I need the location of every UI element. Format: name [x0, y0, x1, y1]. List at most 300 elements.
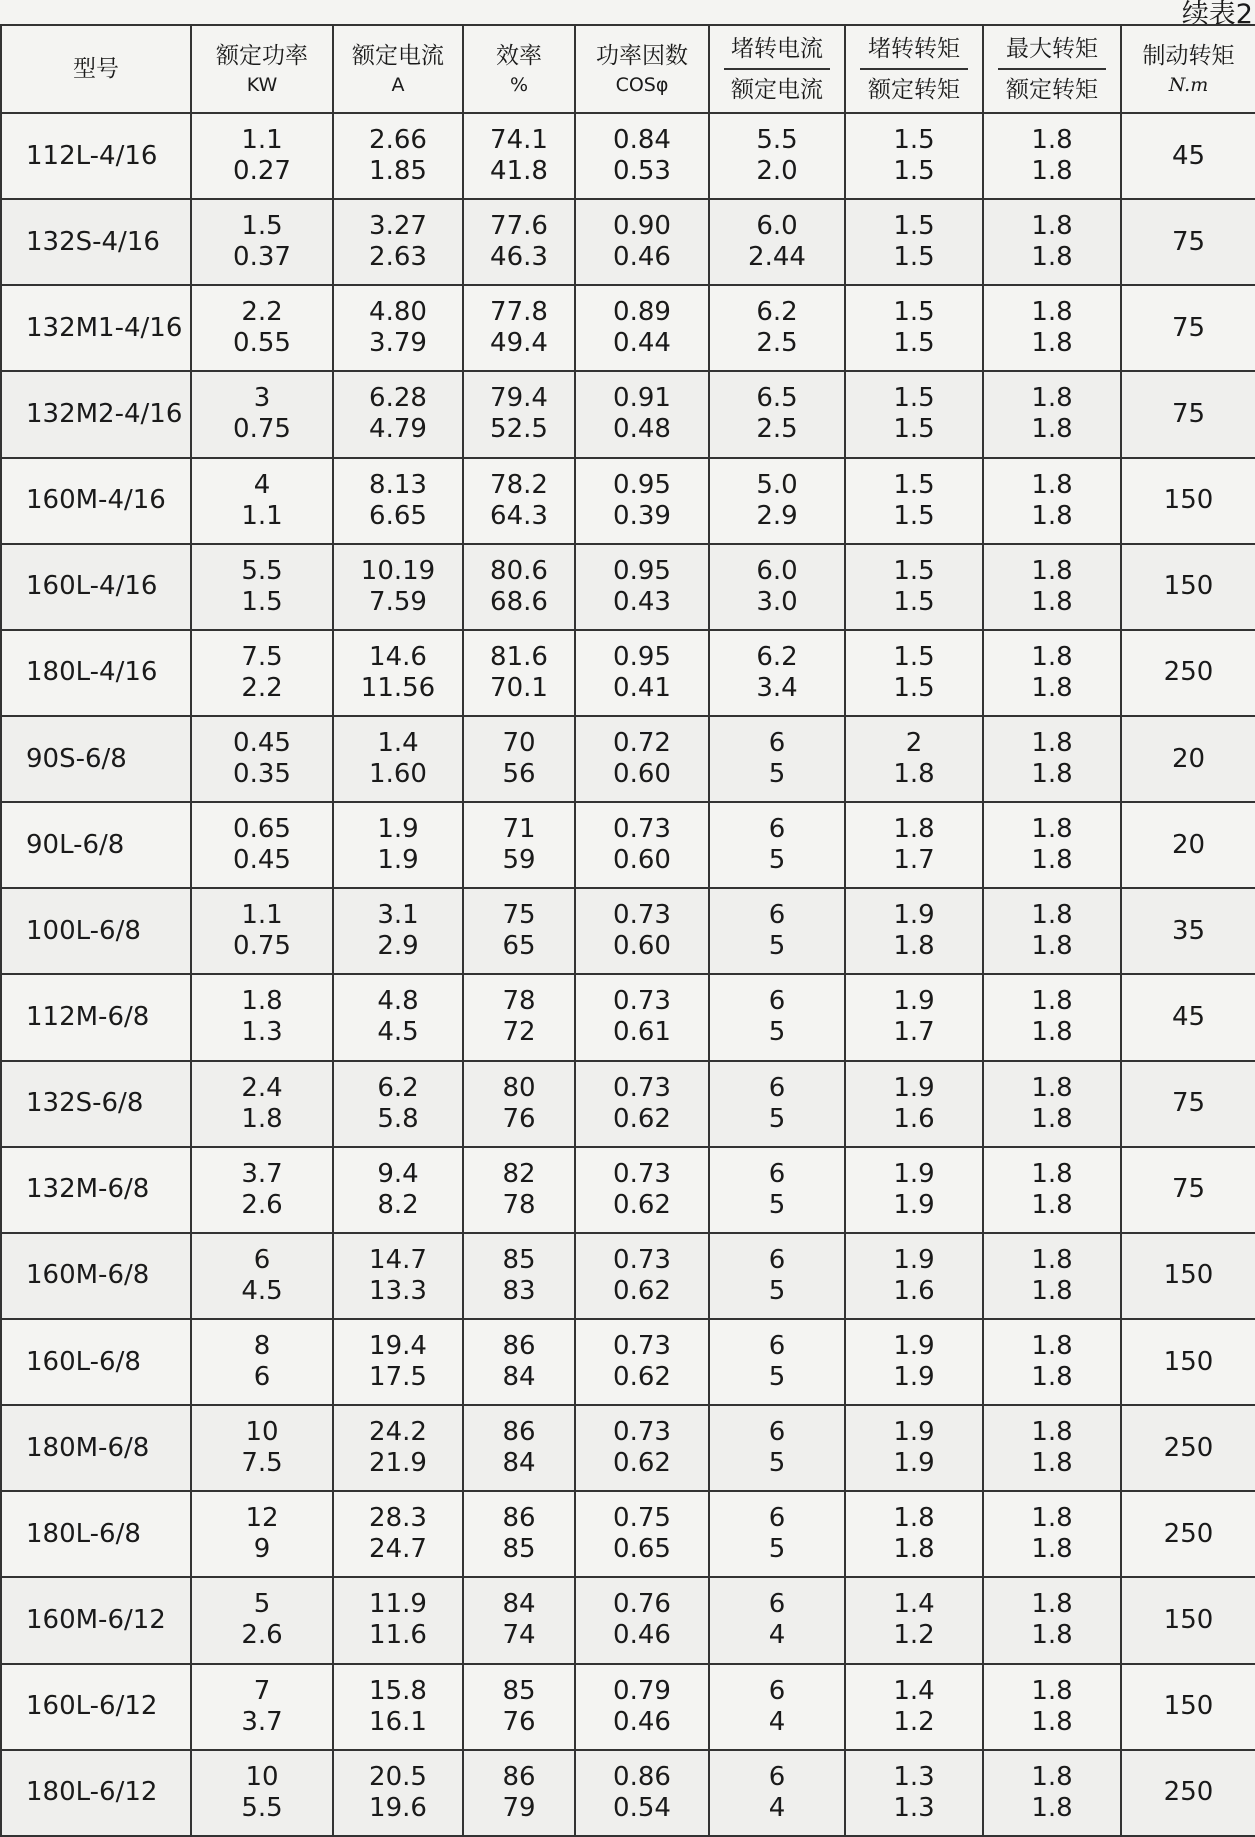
max-torque-cell	[983, 1061, 1121, 1147]
current-cell	[333, 716, 463, 802]
power-cell-value: 3	[253, 383, 271, 414]
table-row	[1, 1061, 1255, 1147]
locked-torque-cell	[845, 630, 983, 716]
locked-torque-cell-value: 1.8	[893, 1534, 935, 1565]
efficiency-cell-value: 71	[502, 814, 536, 845]
max-torque-cell-value: 1.8	[1031, 156, 1073, 187]
efficiency-cell-value: 85	[502, 1534, 536, 1565]
current-cell-value: 4.80	[369, 297, 427, 328]
locked-torque-cell-value: 1.5	[893, 555, 935, 586]
max-torque-cell-value: 1.8	[1031, 1331, 1073, 1362]
max-torque-cell	[983, 1664, 1121, 1750]
efficiency-cell	[463, 630, 575, 716]
max-torque-cell-value: 1.8	[1031, 328, 1073, 359]
power-cell	[191, 199, 333, 285]
power-cell-value: 2.6	[241, 1189, 283, 1220]
brake-torque-cell: 250	[1121, 1405, 1255, 1491]
model-cell: 180L-4/16	[1, 630, 191, 716]
efficiency-cell-value: 74	[502, 1620, 536, 1651]
current-cell	[333, 199, 463, 285]
power-cell-value: 6	[253, 1244, 271, 1275]
current-cell	[333, 630, 463, 716]
current-cell-value: 6.2	[377, 1072, 419, 1103]
max-torque-cell-value: 1.8	[1031, 1620, 1073, 1651]
locked-torque-cell	[845, 716, 983, 802]
locked-current-cell-value: 6.0	[756, 555, 798, 586]
power-cell-value: 5.5	[241, 555, 283, 586]
efficiency-cell-value: 86	[502, 1503, 536, 1534]
locked-torque-cell-value: 1.9	[893, 1244, 935, 1275]
efficiency-cell-value: 78	[502, 986, 536, 1017]
power-cell	[191, 458, 333, 544]
power-cell-value: 0.75	[233, 931, 291, 962]
locked-torque-cell-value: 1.9	[893, 1158, 935, 1189]
locked-current-cell-value: 6	[768, 900, 786, 931]
power-cell-value: 3.7	[241, 1158, 283, 1189]
current-cell-value: 11.9	[369, 1589, 427, 1620]
locked-current-cell-value: 2.9	[756, 500, 798, 531]
power-cell-value: 7.5	[241, 641, 283, 672]
efficiency-cell	[463, 716, 575, 802]
power-factor-cell-value: 0.75	[613, 1503, 671, 1534]
current-cell	[333, 458, 463, 544]
locked-current-cell-value: 3.4	[756, 672, 798, 703]
power-cell-value: 0.45	[233, 728, 291, 759]
brake-torque-cell: 250	[1121, 630, 1255, 716]
power-cell-value: 0.45	[233, 845, 291, 876]
table-row	[1, 1750, 1255, 1836]
max-torque-cell-value: 1.8	[1031, 1792, 1073, 1823]
power-factor-cell-value: 0.53	[613, 156, 671, 187]
power-cell-value: 1.1	[241, 900, 283, 931]
locked-torque-cell	[845, 544, 983, 630]
header-row	[1, 25, 1255, 113]
table-row	[1, 113, 1255, 199]
efficiency-cell-value: 77.8	[490, 297, 548, 328]
current-cell-value: 11.6	[369, 1620, 427, 1651]
locked-torque-cell-value: 1.8	[893, 759, 935, 790]
efficiency-cell-value: 86	[502, 1417, 536, 1448]
power-factor-cell-value: 0.65	[613, 1534, 671, 1565]
locked-current-cell-value: 2.5	[756, 414, 798, 445]
power-factor-cell-value: 0.60	[613, 931, 671, 962]
current-cell-value: 20.5	[369, 1761, 427, 1792]
efficiency-cell-value: 74.1	[490, 125, 548, 156]
locked-torque-cell-value: 1.7	[893, 845, 935, 876]
current-cell	[333, 888, 463, 974]
power-factor-cell-value: 0.73	[613, 900, 671, 931]
max-torque-cell-value: 1.8	[1031, 1103, 1073, 1134]
power-cell-value: 0.35	[233, 759, 291, 790]
efficiency-cell-value: 70.1	[490, 672, 548, 703]
current-cell-value: 8.2	[377, 1189, 419, 1220]
locked-current-cell-value: 6	[768, 1244, 786, 1275]
table-row	[1, 1664, 1255, 1750]
power-factor-cell-value: 0.73	[613, 986, 671, 1017]
power-cell-value: 10	[245, 1417, 279, 1448]
locked-torque-cell	[845, 1319, 983, 1405]
current-cell	[333, 1750, 463, 1836]
power-cell-value: 5	[253, 1589, 271, 1620]
locked-torque-cell-value: 1.9	[893, 986, 935, 1017]
locked-current-cell	[709, 1319, 845, 1405]
power-factor-cell-value: 0.73	[613, 1417, 671, 1448]
table-row	[1, 888, 1255, 974]
power-factor-cell-value: 0.60	[613, 845, 671, 876]
power-factor-cell-value: 0.79	[613, 1675, 671, 1706]
model-cell: 90S-6/8	[1, 716, 191, 802]
power-cell	[191, 371, 333, 457]
locked-torque-cell-value: 1.4	[893, 1589, 935, 1620]
power-factor-cell-value: 0.62	[613, 1448, 671, 1479]
locked-torque-cell-value: 1.3	[893, 1792, 935, 1823]
brake-torque-cell: 250	[1121, 1491, 1255, 1577]
current-cell-value: 4.8	[377, 986, 419, 1017]
power-factor-cell-value: 0.62	[613, 1189, 671, 1220]
locked-torque-cell	[845, 1061, 983, 1147]
locked-current-cell-value: 4	[768, 1620, 786, 1651]
max-torque-cell-value: 1.8	[1031, 469, 1073, 500]
max-torque-cell-value: 1.8	[1031, 986, 1073, 1017]
current-cell-value: 11.56	[360, 672, 436, 703]
locked-current-cell-value: 6.2	[756, 641, 798, 672]
max-torque-cell-value: 1.8	[1031, 1275, 1073, 1306]
power-factor-cell-value: 0.84	[613, 125, 671, 156]
locked-current-cell	[709, 1664, 845, 1750]
current-cell-value: 8.13	[369, 469, 427, 500]
locked-torque-cell-value: 1.2	[893, 1706, 935, 1737]
locked-torque-cell-value: 1.6	[893, 1103, 935, 1134]
current-cell	[333, 1405, 463, 1491]
power-cell-value: 3.7	[241, 1706, 283, 1737]
table-row	[1, 1319, 1255, 1405]
locked-torque-cell	[845, 285, 983, 371]
efficiency-cell-value: 59	[502, 845, 536, 876]
brake-torque-cell: 75	[1121, 371, 1255, 457]
model-cell: 180L-6/8	[1, 1491, 191, 1577]
locked-current-cell-value: 6	[768, 1675, 786, 1706]
model-cell: 132M1-4/16	[1, 285, 191, 371]
power-factor-cell	[575, 1147, 709, 1233]
current-cell-value: 4.79	[369, 414, 427, 445]
power-cell	[191, 285, 333, 371]
brake-torque-cell: 250	[1121, 1750, 1255, 1836]
current-cell-value: 4.5	[377, 1017, 419, 1048]
power-cell	[191, 630, 333, 716]
max-torque-cell-value: 1.8	[1031, 586, 1073, 617]
locked-current-cell	[709, 199, 845, 285]
power-factor-cell-value: 0.73	[613, 1158, 671, 1189]
max-torque-cell-value: 1.8	[1031, 1589, 1073, 1620]
max-torque-cell	[983, 1405, 1121, 1491]
current-cell	[333, 1061, 463, 1147]
locked-torque-cell-value: 1.5	[893, 500, 935, 531]
brake-torque-cell: 150	[1121, 544, 1255, 630]
power-cell	[191, 1491, 333, 1577]
max-torque-cell-value: 1.8	[1031, 414, 1073, 445]
efficiency-cell-value: 64.3	[490, 500, 548, 531]
power-cell-value: 0.65	[233, 814, 291, 845]
efficiency-cell	[463, 974, 575, 1060]
current-cell-value: 1.60	[369, 759, 427, 790]
power-cell-value: 4.5	[241, 1275, 283, 1306]
power-cell	[191, 113, 333, 199]
current-cell	[333, 974, 463, 1060]
locked-current-cell-value: 5	[768, 1017, 786, 1048]
power-cell	[191, 1147, 333, 1233]
efficiency-cell-value: 72	[502, 1017, 536, 1048]
efficiency-cell	[463, 1491, 575, 1577]
locked-torque-cell	[845, 1491, 983, 1577]
max-torque-cell-value: 1.8	[1031, 1675, 1073, 1706]
locked-torque-cell-value: 1.2	[893, 1620, 935, 1651]
power-factor-cell	[575, 1491, 709, 1577]
locked-torque-cell	[845, 1577, 983, 1663]
motor-spec-table	[0, 24, 1255, 1837]
max-torque-cell-value: 1.8	[1031, 1706, 1073, 1737]
locked-torque-cell-value: 1.8	[893, 1503, 935, 1534]
power-cell	[191, 1664, 333, 1750]
locked-current-cell-value: 3.0	[756, 586, 798, 617]
max-torque-cell-value: 1.8	[1031, 383, 1073, 414]
power-factor-cell-value: 0.89	[613, 297, 671, 328]
model-cell: 160L-4/16	[1, 544, 191, 630]
power-cell-value: 8	[253, 1331, 271, 1362]
current-cell-value: 14.6	[369, 641, 427, 672]
max-torque-cell-value: 1.8	[1031, 728, 1073, 759]
locked-torque-cell-value: 1.9	[893, 1331, 935, 1362]
locked-current-cell	[709, 630, 845, 716]
power-cell	[191, 716, 333, 802]
header-rated-current: 额定电流 A	[333, 25, 463, 113]
locked-current-cell	[709, 285, 845, 371]
power-cell	[191, 1319, 333, 1405]
model-cell: 160M-6/8	[1, 1233, 191, 1319]
brake-torque-cell: 150	[1121, 1664, 1255, 1750]
locked-torque-cell	[845, 371, 983, 457]
power-factor-cell-value: 0.62	[613, 1275, 671, 1306]
max-torque-cell-value: 1.8	[1031, 1072, 1073, 1103]
header-brake-torque: 制动转矩 N.m	[1121, 25, 1255, 113]
brake-torque-cell: 20	[1121, 716, 1255, 802]
locked-current-cell-value: 4	[768, 1706, 786, 1737]
locked-current-cell-value: 2.44	[748, 242, 806, 273]
max-torque-cell-value: 1.8	[1031, 845, 1073, 876]
locked-torque-cell-value: 1.5	[893, 211, 935, 242]
current-cell-value: 1.4	[377, 728, 419, 759]
locked-current-cell	[709, 458, 845, 544]
locked-current-cell	[709, 1147, 845, 1233]
current-cell-value: 3.27	[369, 211, 427, 242]
max-torque-cell-value: 1.8	[1031, 900, 1073, 931]
max-torque-cell	[983, 1577, 1121, 1663]
power-cell	[191, 1233, 333, 1319]
current-cell-value: 19.6	[369, 1792, 427, 1823]
max-torque-cell	[983, 1319, 1121, 1405]
brake-torque-cell: 150	[1121, 458, 1255, 544]
current-cell-value: 17.5	[369, 1362, 427, 1393]
locked-current-cell-value: 6	[768, 814, 786, 845]
locked-torque-cell	[845, 1664, 983, 1750]
model-cell: 160L-6/8	[1, 1319, 191, 1405]
locked-torque-cell	[845, 974, 983, 1060]
power-factor-cell-value: 0.73	[613, 1331, 671, 1362]
efficiency-cell-value: 52.5	[490, 414, 548, 445]
efficiency-cell-value: 86	[502, 1331, 536, 1362]
locked-current-cell	[709, 802, 845, 888]
max-torque-cell	[983, 113, 1121, 199]
header-efficiency: 效率 %	[463, 25, 575, 113]
locked-current-cell	[709, 888, 845, 974]
efficiency-cell	[463, 1319, 575, 1405]
current-cell-value: 2.66	[369, 125, 427, 156]
brake-torque-cell: 45	[1121, 113, 1255, 199]
locked-torque-cell	[845, 199, 983, 285]
locked-torque-cell-value: 1.5	[893, 586, 935, 617]
power-factor-cell-value: 0.95	[613, 469, 671, 500]
power-factor-cell-value: 0.72	[613, 728, 671, 759]
current-cell	[333, 285, 463, 371]
power-factor-cell	[575, 458, 709, 544]
efficiency-cell	[463, 1405, 575, 1491]
brake-torque-cell: 20	[1121, 802, 1255, 888]
locked-current-cell	[709, 544, 845, 630]
max-torque-cell-value: 1.8	[1031, 1244, 1073, 1275]
current-cell	[333, 1577, 463, 1663]
power-factor-cell-value: 0.73	[613, 814, 671, 845]
continued-table-label: 续表2	[1181, 0, 1253, 30]
locked-torque-cell-value: 1.5	[893, 297, 935, 328]
locked-current-cell-value: 4	[768, 1792, 786, 1823]
current-cell	[333, 371, 463, 457]
power-cell-value: 0.27	[233, 156, 291, 187]
locked-torque-cell	[845, 1750, 983, 1836]
power-factor-cell	[575, 113, 709, 199]
power-factor-cell-value: 0.86	[613, 1761, 671, 1792]
max-torque-cell-value: 1.8	[1031, 1417, 1073, 1448]
current-cell	[333, 1147, 463, 1233]
power-cell-value: 2.2	[241, 672, 283, 703]
efficiency-cell-value: 85	[502, 1675, 536, 1706]
current-cell-value: 5.8	[377, 1103, 419, 1134]
max-torque-cell-value: 1.8	[1031, 1534, 1073, 1565]
power-cell-value: 6	[253, 1362, 271, 1393]
max-torque-cell-value: 1.8	[1031, 555, 1073, 586]
locked-torque-cell	[845, 1233, 983, 1319]
efficiency-cell-value: 78.2	[490, 469, 548, 500]
model-cell: 112M-6/8	[1, 974, 191, 1060]
current-cell	[333, 1233, 463, 1319]
table-row	[1, 630, 1255, 716]
current-cell-value: 1.85	[369, 156, 427, 187]
header-locked-torque-ratio: 堵转转矩 额定转矩	[845, 25, 983, 113]
current-cell	[333, 544, 463, 630]
locked-current-cell-value: 5	[768, 1103, 786, 1134]
power-cell-value: 7	[253, 1675, 271, 1706]
max-torque-cell	[983, 458, 1121, 544]
locked-torque-cell-value: 1.5	[893, 328, 935, 359]
locked-current-cell	[709, 1233, 845, 1319]
locked-current-cell	[709, 371, 845, 457]
locked-torque-cell-value: 1.8	[893, 931, 935, 962]
max-torque-cell	[983, 630, 1121, 716]
locked-torque-cell	[845, 802, 983, 888]
locked-torque-cell	[845, 458, 983, 544]
power-cell-value: 12	[245, 1503, 279, 1534]
power-factor-cell	[575, 544, 709, 630]
efficiency-cell-value: 83	[502, 1275, 536, 1306]
max-torque-cell-value: 1.8	[1031, 297, 1073, 328]
current-cell-value: 3.79	[369, 328, 427, 359]
current-cell-value: 16.1	[369, 1706, 427, 1737]
locked-torque-cell	[845, 1147, 983, 1233]
locked-current-cell-value: 5	[768, 1534, 786, 1565]
efficiency-cell	[463, 1750, 575, 1836]
locked-torque-cell-value: 1.9	[893, 1417, 935, 1448]
efficiency-cell-value: 81.6	[490, 641, 548, 672]
brake-torque-cell: 150	[1121, 1577, 1255, 1663]
power-cell	[191, 802, 333, 888]
model-cell: 100L-6/8	[1, 888, 191, 974]
locked-current-cell-value: 6.2	[756, 297, 798, 328]
power-factor-cell	[575, 371, 709, 457]
power-factor-cell-value: 0.76	[613, 1589, 671, 1620]
current-cell	[333, 1319, 463, 1405]
model-cell: 160L-6/12	[1, 1664, 191, 1750]
table-row	[1, 1577, 1255, 1663]
max-torque-cell	[983, 888, 1121, 974]
locked-torque-cell-value: 1.9	[893, 1448, 935, 1479]
efficiency-cell-value: 80	[502, 1072, 536, 1103]
current-cell-value: 14.7	[369, 1244, 427, 1275]
max-torque-cell-value: 1.8	[1031, 1017, 1073, 1048]
locked-current-cell-value: 6.5	[756, 383, 798, 414]
locked-current-cell-value: 5	[768, 1189, 786, 1220]
locked-torque-cell-value: 1.8	[893, 814, 935, 845]
locked-current-cell-value: 6	[768, 1761, 786, 1792]
max-torque-cell	[983, 974, 1121, 1060]
max-torque-cell-value: 1.8	[1031, 242, 1073, 273]
table-row	[1, 544, 1255, 630]
current-cell-value: 1.9	[377, 845, 419, 876]
max-torque-cell	[983, 802, 1121, 888]
table-row	[1, 1233, 1255, 1319]
current-cell-value: 19.4	[369, 1331, 427, 1362]
efficiency-cell-value: 84	[502, 1362, 536, 1393]
locked-current-cell	[709, 1061, 845, 1147]
locked-current-cell-value: 6	[768, 728, 786, 759]
locked-torque-cell-value: 1.9	[893, 900, 935, 931]
brake-torque-cell: 75	[1121, 1061, 1255, 1147]
max-torque-cell-value: 1.8	[1031, 125, 1073, 156]
power-factor-cell	[575, 1319, 709, 1405]
locked-current-cell-value: 6	[768, 1072, 786, 1103]
power-factor-cell	[575, 1750, 709, 1836]
header-max-torque-ratio: 最大转矩 额定转矩	[983, 25, 1121, 113]
power-cell-value: 2.6	[241, 1620, 283, 1651]
locked-torque-cell-value: 1.4	[893, 1675, 935, 1706]
brake-torque-cell: 35	[1121, 888, 1255, 974]
locked-current-cell-value: 5	[768, 845, 786, 876]
max-torque-cell-value: 1.8	[1031, 1448, 1073, 1479]
table-row	[1, 802, 1255, 888]
efficiency-cell-value: 79	[502, 1792, 536, 1823]
model-cell: 90L-6/8	[1, 802, 191, 888]
power-cell-value: 9	[253, 1534, 271, 1565]
current-cell-value: 21.9	[369, 1448, 427, 1479]
locked-torque-cell-value: 1.5	[893, 469, 935, 500]
power-factor-cell-value: 0.62	[613, 1362, 671, 1393]
